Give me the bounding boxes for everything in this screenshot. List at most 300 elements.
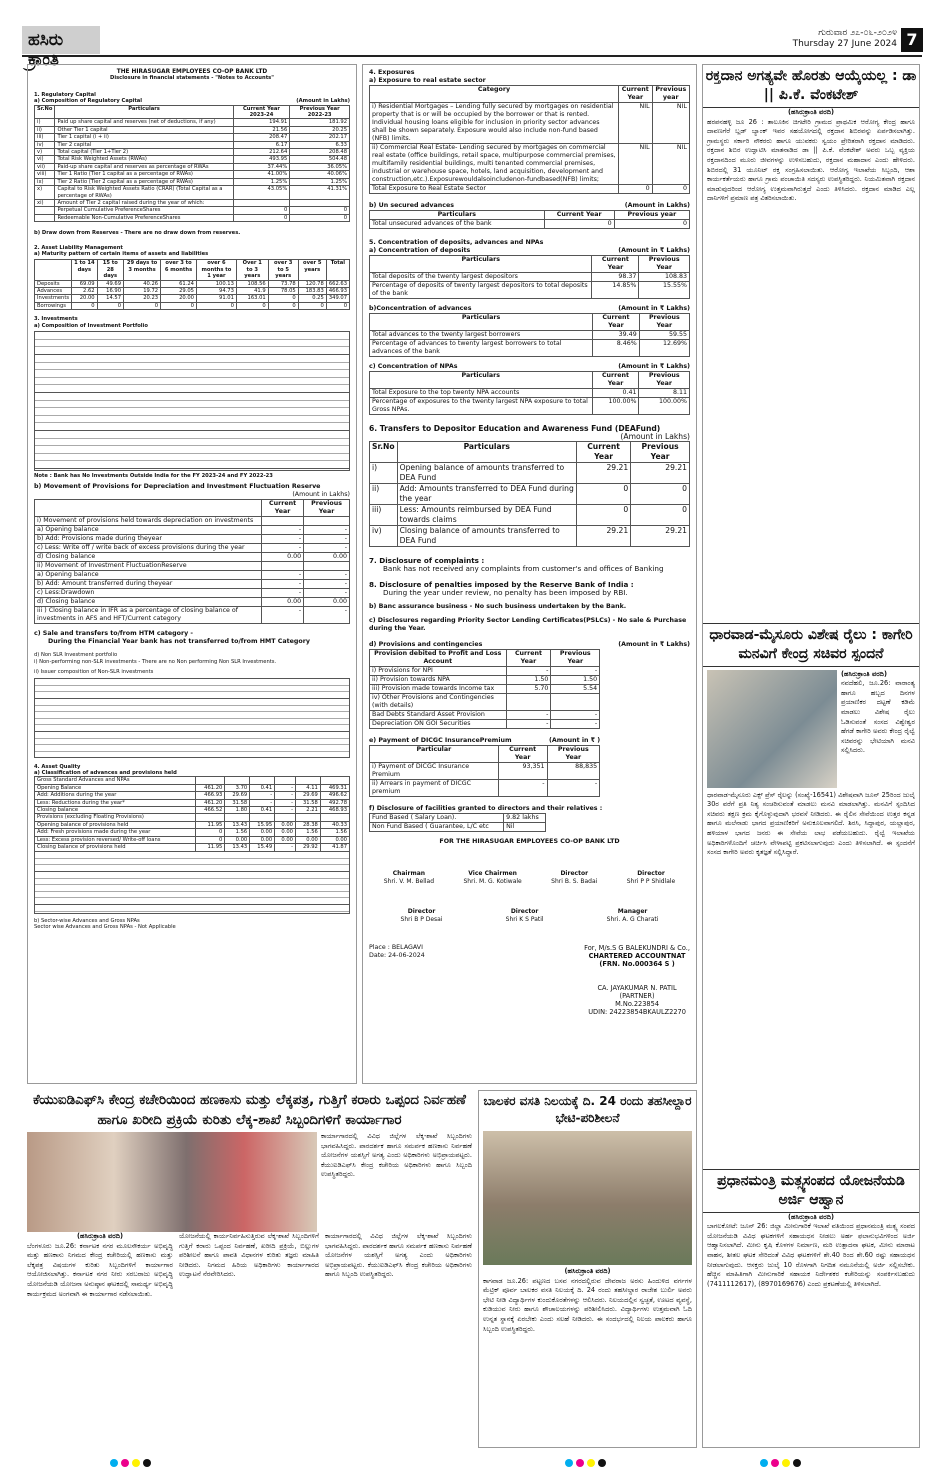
table-cell: Nil <box>504 823 545 832</box>
article-fisheries: ಬಾಗಲಕೋಟೆ: ಜೂನ್ 26: ಜಿಲ್ಲಾ ಮೀನುಗಾರಿಕೆ ಇಲಾಖೆ ವತಿಯಿಂದ ಪ್ರಧಾನಮಂತ್ರಿ ಮತ್ಸ್ಯ ಸಂಪದ ಯೋಜನೆಯಡಿ ವಿವಿಧ ಘಟಕಗಳಿಗೆ ಸಹಾಯಧನ ನೀಡಲು ಅರ್ಹ ಫಲಾನುಭವಿಗಳಿಂದ ಅರ್ಜಿ ಆಹ್ವಾನಿಸಲಾಗಿದೆ. ಮೀನು ಕೃಷಿ ಕೊಳಗಳ ನಿರ್ಮಾಣ, ಮರಿ ಉತ್ಪಾದನಾ ಘಟಕ, ಮೀನು ಮಾರಾಟ ವಾಹನ, ಶೀತಲ ಘಟಕ ಸೇರಿದಂತೆ ವಿವಿಧ ಘಟಕಗಳಿಗೆ ಶೇ.40 ರಿಂದ ಶೇ.60 ರಷ್ಟು ಸಹಾಯಧನ ನೀಡಲಾಗುವುದು. ಆಸಕ್ತರು ಜುಲೈ 10 ರೊಳಗಾಗಿ ನಿಗದಿತ ನಮೂನೆಯಲ್ಲಿ ಅರ್ಜಿ ಸಲ್ಲಿಸಬೇಕು. ಹೆಚ್ಚಿನ ಮಾಹಿತಿಗಾಗಿ ಮೀನುಗಾರಿಕೆ ಸಹಾಯಕ ನಿರ್ದೇಶಕರ ಕಚೇರಿಯನ್ನು ಸಂಪರ್ಕಿಸಬಹುದು (7411112617), (8970169676) ಎಂದು ಪ್ರಕಟಣೆಯಲ್ಲಿ ತಿಳಿಸಲಾಗಿದೆ. <box>707 1222 915 1288</box>
table-cell: Previous Year <box>639 256 690 273</box>
signatory-role: Vice Chairmen <box>468 870 517 877</box>
table-cell: Current Year 2023-24 <box>233 105 290 119</box>
table-row <box>35 163 350 170</box>
table-row <box>35 836 350 843</box>
table-cell: over 5 years <box>298 260 326 280</box>
table-cell: 504.48 <box>290 156 350 163</box>
partner: (PARTNER) <box>619 992 655 1000</box>
table-row <box>35 171 350 178</box>
signatory-name: Shri K S Patil <box>505 916 544 923</box>
article-kuidfc-col3: ಕಾರ್ಯಾಗಾರದಲ್ಲಿ ವಿವಿಧ ಜಿಲ್ಲೆಗಳ ಲೆಕ್ಕ-ಶಾಖೆ ಸಿಬ್ಬಂದಿಗಳು ಭಾಗವಹಿಸಿದ್ದರು. ಪಾರದರ್ಶಕ ಹಾಗೂ ಸಮರ್ಪಕ ಹಣಕಾಸು ನಿರ್ವಹಣೆ ಯೋಜನೆಗಳ ಯಶಸ್ಸಿಗೆ ಅಗತ್ಯ ಎಂದು ಅಧಿಕಾರಿಗಳು ಅಭಿಪ್ರಾಯಪಟ್ಟರು. ಕೆಯುಐಡಿಎಫ್‌ಸಿ ಕೇಂದ್ರ ಕಚೇರಿಯ ಅಧಿಕಾರಿಗಳು ಹಾಗೂ ಸಿಬ್ಬಂದಿ ಉಪಸ್ಥಿತರಿದ್ದರು. <box>325 1232 472 1279</box>
table-cell <box>295 777 320 784</box>
table-cell: 0 <box>161 302 197 309</box>
table-cell: 9.82 lakhs <box>504 814 545 823</box>
table-cell: 98.37 <box>592 273 639 282</box>
table-cell: Total <box>326 260 349 280</box>
table-cell: 0 <box>290 214 350 221</box>
table-cell: ii) <box>370 484 398 505</box>
table-cell: 5.54 <box>551 685 600 694</box>
table-cell: 1.56 <box>295 829 320 836</box>
table-cell: b) Add: Amount transferred during theyear <box>35 580 262 589</box>
table-row <box>370 694 600 711</box>
table-row <box>370 505 690 526</box>
table-cell: Previous Year 2022-23 <box>290 105 350 119</box>
table-cell: ix) <box>35 178 55 185</box>
table-cell: - <box>304 526 350 535</box>
article-blood-donation: ಹರಪನಹಳ್ಳಿ ಜೂ 26 : ತಾಲೂಕಿನ ಚಿಗಟೇರಿ ಗ್ರಾಮದ ಪ್ರಾಥಮಿಕ ಆರೋಗ್ಯ ಕೇಂದ್ರ ಹಾಗೂ ದಾವಣಗೆರೆ ಬ್ಲಡ್ ಬ್ಯಾಂಕ್ ಇವರ ಸಹಯೋಗದಲ್ಲಿ ರಕ್ತದಾನ ಶಿಬಿರವನ್ನು ಏರ್ಪಡಿಸಲಾಗಿತ್ತು. ಗ್ರಾಮಸ್ಥರು ಸರ್ಕಾರಿ ನೌಕರರು ಹಾಗೂ ಯುವಕರು ಸ್ವಯಂ ಪ್ರೇರಿತರಾಗಿ ರಕ್ತದಾನ ಮಾಡಿದರು. ರಕ್ತದಾನ ಶಿಬಿರ ಉದ್ಘಾಟಿಸಿ ಮಾತನಾಡಿದ ಡಾ || ಪಿ.ಕೆ. ವೆಂಕಟೇಶ್ ಅವರು ಒಬ್ಬ ವ್ಯಕ್ತಿಯ ರಕ್ತದಾನದಿಂದ ಮೂರು ಜೀವಗಳನ್ನು ಉಳಿಸಬಹುದು, ರಕ್ತದಾನ ಮಹಾದಾನ ಎಂದು ಹೇಳಿದರು. ಶಿಬಿರದಲ್ಲಿ 31 ಯೂನಿಟ್ ರಕ್ತ ಸಂಗ್ರಹಿಸಲಾಯಿತು. ಆರೋಗ್ಯ ಇಲಾಖೆಯ ಸಿಬ್ಬಂದಿ, ಆಶಾ ಕಾರ್ಯಕರ್ತೆಯರು ಹಾಗೂ ಗ್ರಾಮ ಪಂಚಾಯಿತಿ ಸದಸ್ಯರು ಉಪಸ್ಥಿತರಿದ್ದರು. ನಿಯಮಿತವಾಗಿ ರಕ್ತದಾನ ಮಾಡುವುದರಿಂದ ಆರೋಗ್ಯ ಉತ್ತಮವಾಗಿರುತ್ತದೆ ಎಂದು ತಿಳಿಸಿದರು. ರಕ್ತದಾನ ಮಾಡಿದ ಎಲ್ಲ ದಾನಿಗಳಿಗೆ ಪ್ರಮಾಣ ಪತ್ರ ವಿತರಿಸಲಾಯಿತು. <box>707 117 915 203</box>
date-english: Thursday 27 June 2024 <box>792 39 897 49</box>
sec-subtitle: f) Disclosure of facilities granted to directors and their relatives : <box>369 805 603 812</box>
amount-note: (Amount in Lakhs) <box>296 98 350 105</box>
table-row <box>370 667 600 676</box>
table-cell <box>35 214 55 221</box>
table-row <box>35 821 350 828</box>
table-cell: Total deposits of the twenty largest depositors <box>370 273 592 282</box>
amount-note: (Amount in ₹ ) <box>549 737 601 744</box>
table-cell: Current Year <box>576 442 630 463</box>
table-cell: 0.00 <box>304 553 350 562</box>
signatory-role: Director <box>407 908 436 915</box>
table-cell: - <box>262 544 304 553</box>
table-cell: 41.31% <box>290 186 350 200</box>
table-cell: 49.69 <box>97 280 123 287</box>
table-row <box>370 763 600 780</box>
table-cell: 15.55% <box>639 282 690 299</box>
table-cell: Total advances to the twenty largest borrowers <box>370 331 593 340</box>
table-cell: i) <box>370 463 398 484</box>
article-train-body: ಧಾರವಾಡ-ಮೈಸೂರು ಎಕ್ಸ್ ಪ್ರೆಸ್ ರೈಲನ್ನು (ಸಂಖ್ಯೆ-16541) ವಿಶೇಷವಾಗಿ ಜೂನ್ 25ರಿಂದ ಜುಲೈ 30ರ ವರೆಗೆ ಪ್ರತಿ ನಿತ್ಯ ಸಂಚರಿಸುವಂತೆ ಮಾಡಲು ಮನವಿ ಮಾಡಲಾಗಿತ್ತು. ಮನವಿಗೆ ಸ್ಪಂದಿಸಿದ ಸಚಿವರು ತಕ್ಷಣ ಕ್ರಮ ಕೈಗೊಳ್ಳುವುದಾಗಿ ಭರವಸೆ ನೀಡಿದರು. ಈ ರೈಲಿನ ಸೇವೆಯಿಂದ ಉತ್ತರ ಕನ್ನಡ ಹಾಗೂ ಮಲೆನಾಡು ಭಾಗದ ಪ್ರಯಾಣಿಕರಿಗೆ ಅನುಕೂಲವಾಗಲಿದೆ. ಶಿರಸಿ, ಸಿದ್ದಾಪುರ, ಯಲ್ಲಾಪುರ, ಹಳಿಯಾಳ ಭಾಗದ ಜನರು ಈ ಸೇವೆಯ ಲಾಭ ಪಡೆಯಬಹುದು. ರೈಲ್ವೆ ಇಲಾಖೆಯ ಅಧಿಕಾರಿಗಳೊಂದಿಗೆ ಚರ್ಚಿಸಿ ವೇಳಾಪಟ್ಟಿ ಪ್ರಕಟಿಸಲಾಗುವುದು ಎಂದು ತಿಳಿಸಲಾಗಿದೆ. ಈ ಸ್ಪಂದನೆಗೆ ಸಂಸದ ಕಾಗೇರಿ ಅವರು ಕೃತಜ್ಞತೆ ಸಲ್ಲಿಸಿದ್ದಾರೆ. <box>707 790 915 857</box>
sec-title: 6. Transfers to Depositor Education and Awareness Fund (DEAFund) <box>369 424 661 433</box>
table-cell: Add: Additions during the year <box>35 792 196 799</box>
table-cell: - <box>551 720 600 729</box>
table-cell: 41.87 <box>320 844 349 851</box>
table-cell: - <box>262 580 304 589</box>
table-header-row <box>370 314 690 331</box>
table-cell: 31.58 <box>295 799 320 806</box>
table-cell: 29.21 <box>631 463 690 484</box>
table-cell: 0 <box>631 484 690 505</box>
table-cell <box>295 814 320 821</box>
table-cell: Current Year <box>593 314 640 331</box>
table-cell: 21.56 <box>233 126 290 133</box>
signatory <box>463 870 521 886</box>
table-row <box>35 580 350 589</box>
sec-subtitle: b) Draw down from Reserves - There are no draw down from reserves. <box>34 230 241 237</box>
table-cell: 11.95 <box>196 821 225 828</box>
table-cell: c) Less: Write off / write back of excess provisions during the year <box>35 544 262 553</box>
table-cell: 461.20 <box>196 784 225 791</box>
signatory-name: Shri B. S. Badai <box>551 878 598 885</box>
table-cell: 2.62 <box>72 287 97 294</box>
table-header-row <box>35 260 350 280</box>
table-cell: Tier 2 Ratio (Tier 2 capital as a percentage of RWAs) <box>55 178 233 185</box>
provisions-table <box>369 649 600 729</box>
table-cell: - <box>551 667 600 676</box>
amount-note: (Amount in ₹ Lakhs) <box>618 363 690 370</box>
table-row <box>35 553 350 562</box>
table-cell: 20.00 <box>72 295 97 302</box>
amount-note: (Amount in Lakhs) <box>624 202 690 209</box>
table-row <box>370 103 690 144</box>
table-cell: 78.05 <box>268 287 298 294</box>
table-cell: Current Year <box>498 746 547 763</box>
table-cell: Particular <box>370 746 499 763</box>
table-cell: Redeemable Non-Cumulative PreferenceShares <box>55 214 233 221</box>
fin-col-1 <box>27 64 357 1084</box>
sec-title: 4. Exposures <box>369 69 415 76</box>
table-cell: 36.05% <box>290 163 350 170</box>
sec-text: ii) Issuer composition of Non-SLR investments <box>34 669 154 676</box>
table-cell: Total Exposure to Real Estate Sector <box>370 185 619 194</box>
table-cell: 43.05% <box>233 186 290 200</box>
page-number: 7 <box>901 28 923 52</box>
table-cell: 202.17 <box>290 134 350 141</box>
table-row <box>35 844 350 851</box>
table-row <box>370 144 690 185</box>
table-cell: 0 <box>97 302 123 309</box>
table-cell: Paid up share capital and reserves (net of deductions, if any) <box>55 119 233 126</box>
facilities-table <box>369 813 546 832</box>
page-header <box>22 22 922 57</box>
table-cell: 0.25 <box>298 295 326 302</box>
table-cell: 120.78 <box>298 280 326 287</box>
table-cell: 0 <box>576 484 630 505</box>
signatory-name: Shri. V. M. Bellad <box>383 878 435 885</box>
sec-subtitle: b) Un secured advances <box>369 202 455 209</box>
color-registration-left <box>110 1452 154 1471</box>
table-cell: 0.00 <box>262 553 304 562</box>
udin: UDIN: 24223854BKAULZ2270 <box>588 1008 686 1016</box>
table-row <box>35 156 350 163</box>
table-cell: ii) Movement of Investment FluctuationReserve <box>35 562 262 571</box>
table-cell: i) Payment of DICGC Insurance Premium <box>370 763 499 780</box>
table-cell: 20.00 <box>161 295 197 302</box>
table-cell: 0 <box>233 214 290 221</box>
table-cell: 0 <box>196 829 225 836</box>
table-cell: over 3 to 6 months <box>161 260 197 280</box>
right-column <box>702 64 920 1448</box>
signatory-role: Director <box>510 908 539 915</box>
table-header-row <box>370 211 690 220</box>
signatory <box>506 908 544 924</box>
table-cell: 461.20 <box>196 799 225 806</box>
table-cell: 39.49 <box>593 331 640 340</box>
table-cell: NIL <box>618 144 652 185</box>
table-row <box>370 814 546 823</box>
signatory <box>627 870 676 886</box>
table-row <box>35 526 350 535</box>
table-cell: 1.80 <box>225 807 250 814</box>
ca-name: CA. JAYAKUMAR N. PATIL <box>597 984 677 992</box>
table-cell: Add: Amounts transferred to DEA Fund during the year <box>397 484 576 505</box>
table-row <box>370 331 690 340</box>
table-cell: Perpetual Cumulative PreferenceShares <box>55 207 233 214</box>
table-cell: Depreciation ON GOI Securities <box>370 720 507 729</box>
sec-subtitle: a) Exposure to real estate sector <box>369 77 486 84</box>
table-cell: 100.00% <box>592 398 639 415</box>
signatory-role: Director <box>560 870 589 877</box>
table-cell: 0 <box>544 220 614 229</box>
photo-workshop <box>27 1132 317 1232</box>
table-cell: NIL <box>618 103 652 144</box>
sec-subtitle: b)Concentration of advances <box>369 305 472 312</box>
table-cell: Particulars <box>370 256 592 273</box>
ratios-grid <box>34 852 350 914</box>
table-cell: 181.92 <box>290 119 350 126</box>
table-cell: 466.52 <box>196 807 225 814</box>
table-cell: Deposits <box>35 280 72 287</box>
table-cell: 0.00 <box>275 821 296 828</box>
sec-title: 5. Concentration of deposits, advances and NPAs <box>369 239 544 246</box>
table-cell: Less: Reductions during the year* <box>35 799 196 806</box>
table-cell: iii) <box>35 134 55 141</box>
sec-title: 1. Regulatory Capital <box>34 91 96 98</box>
table-cell: a) Opening balance <box>35 571 262 580</box>
date: Date: 24-06-2024 <box>369 952 425 959</box>
table-cell: 40.06% <box>290 171 350 178</box>
signatory <box>607 908 659 924</box>
table-cell: iv) Other Provisions and Contingencies (with details) <box>370 694 507 711</box>
table-cell <box>262 517 304 526</box>
table-cell: 0.00 <box>275 829 296 836</box>
table-cell: - <box>304 589 350 598</box>
exposure-table <box>369 85 690 194</box>
table-cell: 0.41 <box>250 807 275 814</box>
table-cell: Tier 2 capital <box>55 141 233 148</box>
signatory-name: Shri B P Desai <box>400 916 443 923</box>
signatory-role: Manager <box>617 908 648 915</box>
movement-table <box>34 499 350 624</box>
sec-subtitle: c) Concentration of NPAs <box>369 363 458 370</box>
table-cell: 183.83 <box>298 287 326 294</box>
table-row <box>35 178 350 185</box>
table-row <box>35 149 350 156</box>
table-cell <box>35 207 55 214</box>
table-cell: Opening balance of provisions held <box>35 821 196 828</box>
table-cell: 61.24 <box>161 280 197 287</box>
table-cell: 0 <box>631 505 690 526</box>
membership-no: M.No.223854 <box>615 1000 660 1008</box>
table-cell: - <box>262 607 304 624</box>
table-row <box>35 207 350 214</box>
table-cell: viii) <box>35 171 55 178</box>
sec-text: During the Financial Year bank has not transferred to/from HMT Category <box>48 638 310 646</box>
table-row <box>35 535 350 544</box>
table-row <box>35 562 350 571</box>
table-cell: Sr.No <box>35 105 55 119</box>
table-cell: 13.43 <box>225 844 250 851</box>
table-cell: Total Exposure to the top twenty NPA accounts <box>370 389 593 398</box>
table-row <box>370 780 600 797</box>
table-cell: 6.17 <box>233 141 290 148</box>
table-cell: Closing balance <box>35 807 196 814</box>
table-cell: Current Year <box>592 256 639 273</box>
table-cell: Total capital (Tier 1+Tier 2) <box>55 149 233 156</box>
auditor-block <box>584 944 690 1016</box>
table-row <box>35 186 350 200</box>
table-cell: - <box>304 544 350 553</box>
table-cell: 0 <box>196 302 236 309</box>
table-cell: 1.56 <box>225 829 250 836</box>
table-cell: 0.41 <box>250 784 275 791</box>
table-cell: 0 <box>72 302 97 309</box>
table-cell: - <box>498 780 547 797</box>
table-cell: 20.23 <box>124 295 161 302</box>
table-cell: NIL <box>652 144 689 185</box>
table-cell: Add: Fresh provisions made during the year <box>35 829 196 836</box>
disclosure-title: Disclosure in financial statements - "Notes to Accounts" <box>110 75 274 82</box>
table-row <box>370 823 546 832</box>
table-cell: Previous Year <box>631 442 690 463</box>
table-cell: Less: Excess provision reversed/ Write-off loans <box>35 836 196 843</box>
table-cell: - <box>275 799 296 806</box>
table-cell: Current Year <box>544 211 614 220</box>
table-cell: v) <box>35 149 55 156</box>
sec-subtitle: a) Concentration of deposits <box>369 247 471 254</box>
table-cell: 163.01 <box>236 295 268 302</box>
masthead: ಹಸಿರು ಕ್ರಾಂತಿ <box>22 26 100 54</box>
table-cell: 13.43 <box>225 821 250 828</box>
table-cell: 14.57 <box>97 295 123 302</box>
table-cell: 6.33 <box>290 141 350 148</box>
sec-text: b) Banc assurance business - No such business undertaken by the Bank. <box>369 603 627 610</box>
sec-title: 2. Asset Liability Management <box>34 244 123 251</box>
table-cell <box>304 517 350 526</box>
byline: (ಹಸಿರುಕ್ರಾಂತಿ ವರದಿ) <box>841 669 887 678</box>
table-cell: 662.63 <box>326 280 349 287</box>
table-cell: 28.38 <box>295 821 320 828</box>
table-row <box>370 720 600 729</box>
headline-train: ಧಾರವಾಡ-ಮೈಸೂರು ವಿಶೇಷ ರೈಲು : ಕಾಗೇರಿ ಮನವಿಗೆ ಕೇಂದ್ರ ಸಚಿವರ ಸ್ಪಂದನೆ <box>703 623 919 667</box>
table-cell: Opening balance of amounts transferred to DEA Fund <box>397 463 576 484</box>
table-cell: 40.26 <box>124 280 161 287</box>
table-cell: a) Opening balance <box>35 526 262 535</box>
amount-note: (Amount in Lakhs) <box>292 491 350 499</box>
table-cell: 466.93 <box>326 287 349 294</box>
table-cell: 0.00 <box>250 829 275 836</box>
sec-text: During the year under review, no penalty has been imposed by RBI. <box>383 588 628 597</box>
headline-kuidfc: ಕೆಯುಐಡಿಎಫ್‌ಸಿ ಕೇಂದ್ರ ಕಚೇರಿಯಿಂದ ಹಣಕಾಸು ಮತ್ತು ಲೆಕ್ಕಪತ್ರ, ಗುತ್ತಿಗೆ ಕರಾರು ಒಪ್ಪಂದ ನಿರ್ವಹಣೆ ಹಾಗೂ ಖರೀದಿ ಪ್ರಕ್ರಿಯೆ ಕುರಿತು ಲೆಕ್ಕ-ಶಾಖೆ ಸಿಬ್ಬಂದಿಗಳಿಗೆ ಕಾರ್ಯಾಗಾರ <box>33 1092 466 1128</box>
table-cell: - <box>262 526 304 535</box>
table-cell: Amount of Tier 2 capital raised during the year of which: <box>55 199 233 206</box>
table-row <box>35 517 350 526</box>
table-cell: 29.69 <box>225 792 250 799</box>
table-cell: 0 <box>233 207 290 214</box>
table-cell: 194.91 <box>233 119 290 126</box>
table-cell: 1.50 <box>506 676 551 685</box>
headline-blood-donation: ರಕ್ತದಾನ ಅಗತ್ಯವೇ ಹೊರತು ಆಯ್ಕೆಯಲ್ಲ : ಡಾ || ಪಿ.ಕೆ. ವೆಂಕಟೇಶ್ <box>703 65 919 108</box>
table-cell: Previous Year <box>639 372 690 389</box>
table-cell: 14.85% <box>592 282 639 299</box>
auditor: For, M/s.S G BALEKUNDRI & Co., <box>584 944 690 952</box>
bottom-left-article <box>27 1090 472 1448</box>
table-cell: 29.21 <box>631 526 690 547</box>
table-cell: 4.11 <box>295 784 320 791</box>
signatory-name: Shri. M. G. Kotiwale <box>463 878 522 885</box>
sec-subtitle: b) Movement of Provisions for Depreciation and Investment Fluctuation Reserve <box>34 483 321 491</box>
sec-subtitle: c) Sale and transfers to/from HTM category - <box>34 630 193 638</box>
date-kannada: ಗುರುವಾರ ೨೭-೦೬-೨೦೨೪ <box>818 28 897 38</box>
table-cell: Category <box>370 86 619 103</box>
asset-quality-table <box>34 776 350 851</box>
table-cell: 0 <box>618 185 652 194</box>
table-cell: - <box>304 580 350 589</box>
amount-note: (Amount in ₹ Lakhs) <box>618 247 690 254</box>
table-cell: - <box>275 792 296 799</box>
table-cell: ii) <box>35 126 55 133</box>
table-cell: over 3 to 5 years <box>268 260 298 280</box>
table-cell: Particulars <box>370 372 593 389</box>
table-row <box>35 119 350 126</box>
table-cell: Percentage of exposures to the twenty largest NPA exposure to total Gross NPAs. <box>370 398 593 415</box>
table-row <box>370 711 600 720</box>
table-cell: Particulars <box>370 314 593 331</box>
sec-text: Sector wise Advances and Gross NPAs - Not Applicable <box>34 923 176 930</box>
byline: (ಹಸಿರುಕ್ರಾಂತಿ ವರದಿ) <box>788 1212 834 1221</box>
table-cell: iv) <box>370 526 398 547</box>
table-cell: 0 <box>652 185 689 194</box>
signatory-role: Chairman <box>392 870 426 877</box>
header-date <box>793 28 897 50</box>
table-cell: 0 <box>268 302 298 309</box>
amount-note: (Amount in ₹ Lakhs) <box>618 641 690 648</box>
sec-subtitle: a) Composition of Investment Portfolio <box>34 322 148 329</box>
table-row <box>35 199 350 206</box>
signatory-name: Shri. A. G Charati <box>606 916 659 923</box>
table-cell: 0.00 <box>262 598 304 607</box>
table-row <box>35 814 350 821</box>
sec-subtitle: b) Sector-wise Advances and Gross NPAs <box>34 917 140 924</box>
table-cell: - <box>250 799 275 806</box>
table-row <box>35 214 350 221</box>
table-cell: 3.70 <box>225 784 250 791</box>
table-cell: iii) <box>370 505 398 526</box>
table-cell <box>35 500 262 517</box>
table-row <box>370 676 600 685</box>
table-cell: 29 days to 3 months <box>124 260 161 280</box>
table-cell: i) Movement of provisions held towards depreciation on investments <box>35 517 262 526</box>
sec-subtitle: a) Composition of Regulatory Capital <box>34 98 143 105</box>
table-cell <box>196 777 225 784</box>
table-cell: 8.46% <box>593 340 640 357</box>
table-cell: - <box>304 607 350 624</box>
table-row <box>35 607 350 624</box>
table-row <box>370 484 690 505</box>
table-cell: 100.00% <box>639 398 690 415</box>
sec-text: c) Disclosures regarding Priority Sector Lending Certificates(PSLCs) - No sale & Purchase during the Year. <box>369 617 687 632</box>
photo-minister-meeting <box>707 670 837 788</box>
table-row <box>35 295 350 302</box>
sec-title: 4. Asset Quality <box>34 763 81 770</box>
table-cell <box>225 814 250 821</box>
table-cell: 5.70 <box>506 685 551 694</box>
table-cell: - <box>506 720 551 729</box>
table-cell: 468.93 <box>320 807 349 814</box>
table-cell: 1 to 14 days <box>72 260 97 280</box>
table-row <box>35 777 350 784</box>
dicgc-table <box>369 745 600 797</box>
byline: (ಹಸಿರುಕ್ರಾಂತಿ ವರದಿ) <box>788 108 834 116</box>
table-cell: 40.33 <box>320 821 349 828</box>
table-cell: ii) Commercial Real Estate- Lending secured by mortgages on commercial real estate (office buildings, retail space, multipurpose commercial premises, multifamily residential buildings, multi tenanted commercial premises, industrial or warehouse space, hotels, land acquisition, development and construction,etc.).Exposurewouldalsoincludenon-fundbased(NFB) limits; <box>370 144 619 185</box>
table-row <box>35 799 350 806</box>
sec-subtitle: d) Non SLR Investment portfolio <box>34 652 118 659</box>
sec-subtitle: d) Provisions and contingencies <box>369 641 483 648</box>
table-cell: Particulars <box>397 442 576 463</box>
article-kuidfc-side: ಕಾರ್ಯಾಗಾರದಲ್ಲಿ ವಿವಿಧ ಜಿಲ್ಲೆಗಳ ಲೆಕ್ಕ-ಶಾಖೆ ಸಿಬ್ಬಂದಿಗಳು ಭಾಗವಹಿಸಿದ್ದರು. ಪಾರದರ್ಶಕ ಹಾಗೂ ಸಮರ್ಪಕ ಹಣಕಾಸು ನಿರ್ವಹಣೆ ಯೋಜನೆಗಳ ಯಶಸ್ಸಿಗೆ ಅಗತ್ಯ ಎಂದು ಅಧಿಕಾರಿಗಳು ಅಭಿಪ್ರಾಯಪಟ್ಟರು. ಕೆಯುಐಡಿಎಫ್‌ಸಿ ಕೇಂದ್ರ ಕಚೇರಿಯ ಅಧಿಕಾರಿಗಳು ಹಾಗೂ ಸಿಬ್ಬಂದಿ ಉಪಸ್ಥಿತರಿದ್ದರು. <box>321 1132 472 1179</box>
table-cell: - <box>250 792 275 799</box>
